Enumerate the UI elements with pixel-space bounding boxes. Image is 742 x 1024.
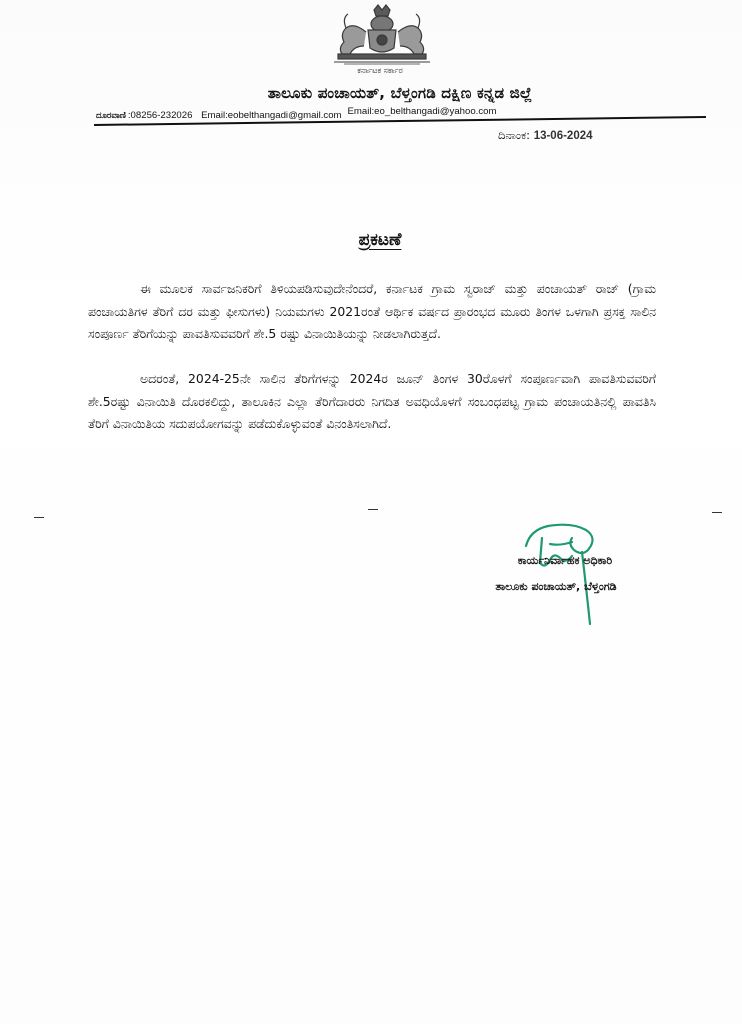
signatory-office: ತಾಲೂಕು ಪಂಚಾಯತ್, ಬೆಳ್ತಂಗಡಿ	[495, 580, 617, 593]
date-line	[498, 128, 593, 143]
government-label: ಕರ್ನಾಟಕ ಸರ್ಕಾರ	[357, 66, 403, 75]
scan-mark-center	[368, 509, 378, 510]
date-label: ದಿನಾಂಕ:	[498, 128, 531, 142]
scan-mark-left	[34, 517, 44, 518]
notice-paragraph-1: ಈ ಮೂಲಕ ಸಾರ್ವಜನಿಕರಿಗೆ ತಿಳಿಯಪಡಿಸುವುದೇನೆಂದರೆ, ಕರ್ನಾಟಕ ಗ್ರಾಮ ಸ್ವರಾಜ್ ಮತ್ತು ಪಂಚಾಯತ್ ರಾಜ್ (ಗ್ರಾಮ ಪಂಚಾಯತಿಗಳ ತೆರಿಗೆ ದರ ಮತ್ತು ಫೀಸುಗಳು) ನಿಯಮಗಳು 2021ರಂತೆ ಆರ್ಥಿಕ ವರ್ಷದ ಪ್ರಾರಂಭದ ಮೂರು ತಿಂಗಳ ಒಳಗಾಗಿ ಪ್ರಸಕ್ತ ಸಾಲಿನ ಸಂಪೂರ್ಣ ತೆರಿಗೆಯನ್ನು ಪಾವತಿಸುವವರಿಗೆ ಶೇ.5 ರಷ್ಟು ವಿನಾಯಿತಿಯನ್ನು ನೀಡಲಾಗಿರುತ್ತದೆ.	[88, 281, 656, 342]
notice-paragraph-2: ಅದರಂತೆ, 2024-25ನೇ ಸಾಲಿನ ತೆರಿಗೆಗಳನ್ನು 2024ರ ಜೂನ್ ತಿಂಗಳ 30ರೊಳಗೆ ಸಂಪೂರ್ಣವಾಗಿ ಪಾವತಿಸುವವರಿಗೆ ಶೇ.5ರಷ್ಟು ವಿನಾಯಿತಿ ದೊರಕಲಿದ್ದು, ತಾಲೂಕಿನ ಎಲ್ಲಾ ತೆರಿಗೆದಾರರು ನಿಗದಿತ ಅವಧಿಯೊಳಗೆ ಸಂಬಂಧಪಟ್ಟ ಗ್ರಾಮ ಪಂಚಾಯತಿನಲ್ಲಿ ಪಾವತಿಸಿ ತೆರಿಗೆ ವಿನಾಯಿತಿಯ ಸದುಪಯೋಗವನ್ನು ಪಡೆದುಕೊಳ್ಳುವಂತೆ ವಿನಂತಿಸಲಾಗಿದೆ.	[88, 371, 656, 432]
scan-mark-right	[712, 512, 722, 513]
yahoo-address: Email:eo_belthangadi@yahoo.com	[347, 106, 497, 117]
signatory-title: ಕಾರ್ಯನಿರ್ವಾಹಕ ಅಧಿಕಾರಿ	[517, 554, 613, 567]
signature-icon	[520, 516, 610, 628]
office-title: ತಾಲೂಕು ಪಂಚಾಯತ್, ಬೆಳ್ತಂಗಡಿ ದಕ್ಷಿಣ ಕನ್ನಡ ಜಿಲ್ಲೆ	[267, 84, 533, 102]
gmail-address: Email:eobelthangadi@gmail.com	[201, 110, 342, 121]
karnataka-emblem-icon	[324, 4, 436, 66]
date-value: 13-06-2024	[533, 130, 593, 142]
phone-label: ದೂರವಾಣಿ	[96, 111, 126, 121]
notice-heading: ಪ್ರಕಟಣೆ	[358, 230, 402, 250]
phone-number: :08256-232026	[127, 110, 193, 121]
